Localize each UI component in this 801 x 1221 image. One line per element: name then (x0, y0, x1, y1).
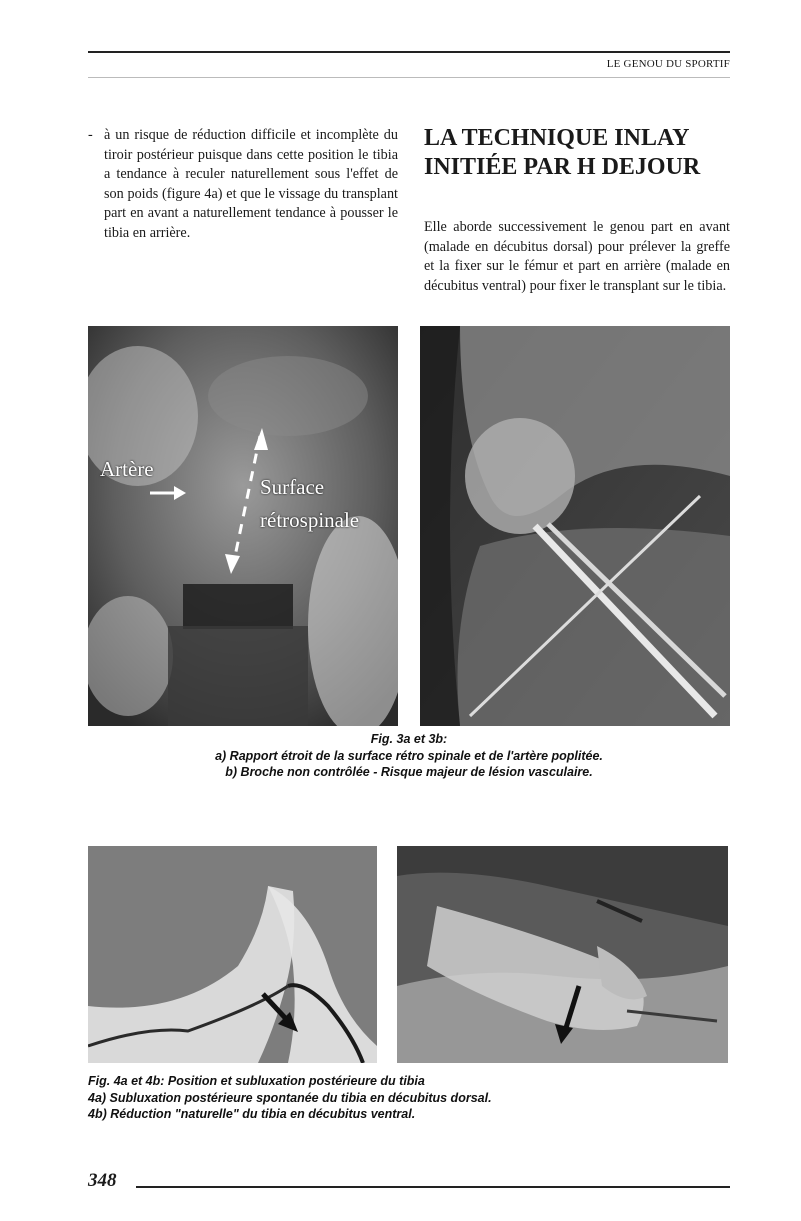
heading-line-1: LA TECHNIQUE INLAY (424, 125, 690, 151)
footer-rule (136, 1186, 730, 1188)
header-rule (88, 51, 730, 53)
label-surface-line-1: Surface (260, 475, 325, 499)
left-paragraph: à un risque de réduction difficile et incomplète du tiroir postérieur puisque dans cette position le tibia a tendance à reculer naturellement sous l'effet de son poids (figure 4a) et que le vissage du transplant part en avant a naturellement tendance à pousser le tibia en arrière. (104, 127, 398, 241)
page-number: 348 (88, 1170, 117, 1191)
heading-line-2: INITIÉE PAR H DEJOUR (424, 154, 701, 180)
right-paragraph: Elle aborde successivement le genou part en avant (malade en décubitus dorsal) pour prélever la greffe et la fixer sur le fémur et part en arrière (malade en décubitus ventral) pour fixer le transplant sur le tibia. (424, 219, 730, 294)
figure-4a-image (88, 846, 377, 1063)
caption-3-title: Fig. 3a et 3b: (370, 732, 448, 746)
figure-4a-leg-photo (88, 846, 377, 1063)
figure-3b-image (420, 326, 730, 726)
list-dash: - (88, 127, 93, 143)
figure-4-caption (88, 1073, 730, 1123)
caption-4-line-b: 4b) Réduction "naturelle" du tibia en décubitus ventral. (88, 1107, 416, 1121)
left-column-text (88, 126, 398, 243)
label-surface-line-2: rétrospinale (260, 508, 360, 532)
section-heading (424, 124, 744, 182)
caption-3-line-b: b) Broche non contrôlée - Risque majeur de lésion vasculaire. (225, 765, 593, 779)
caption-4-line-a: 4a) Subluxation postérieure spontanée du tibia en décubitus dorsal. (88, 1090, 492, 1105)
figure-4b-prone-photo (397, 846, 728, 1063)
label-artery: Artère (100, 457, 154, 481)
figure-3-caption (88, 731, 730, 781)
running-head: LE GENOU DU SPORTIF (606, 58, 730, 70)
caption-4-title: Fig. 4a et 4b: Position et subluxation postérieure du tibia (88, 1074, 425, 1088)
figure-3b-xray (420, 326, 730, 726)
figure-4b-image (397, 846, 728, 1063)
figure-3a-surgical-photo (88, 326, 398, 726)
header-subrule (88, 77, 730, 78)
caption-3-line-a: a) Rapport étroit de la surface rétro spinale et de l'artère poplitée. (215, 748, 603, 763)
